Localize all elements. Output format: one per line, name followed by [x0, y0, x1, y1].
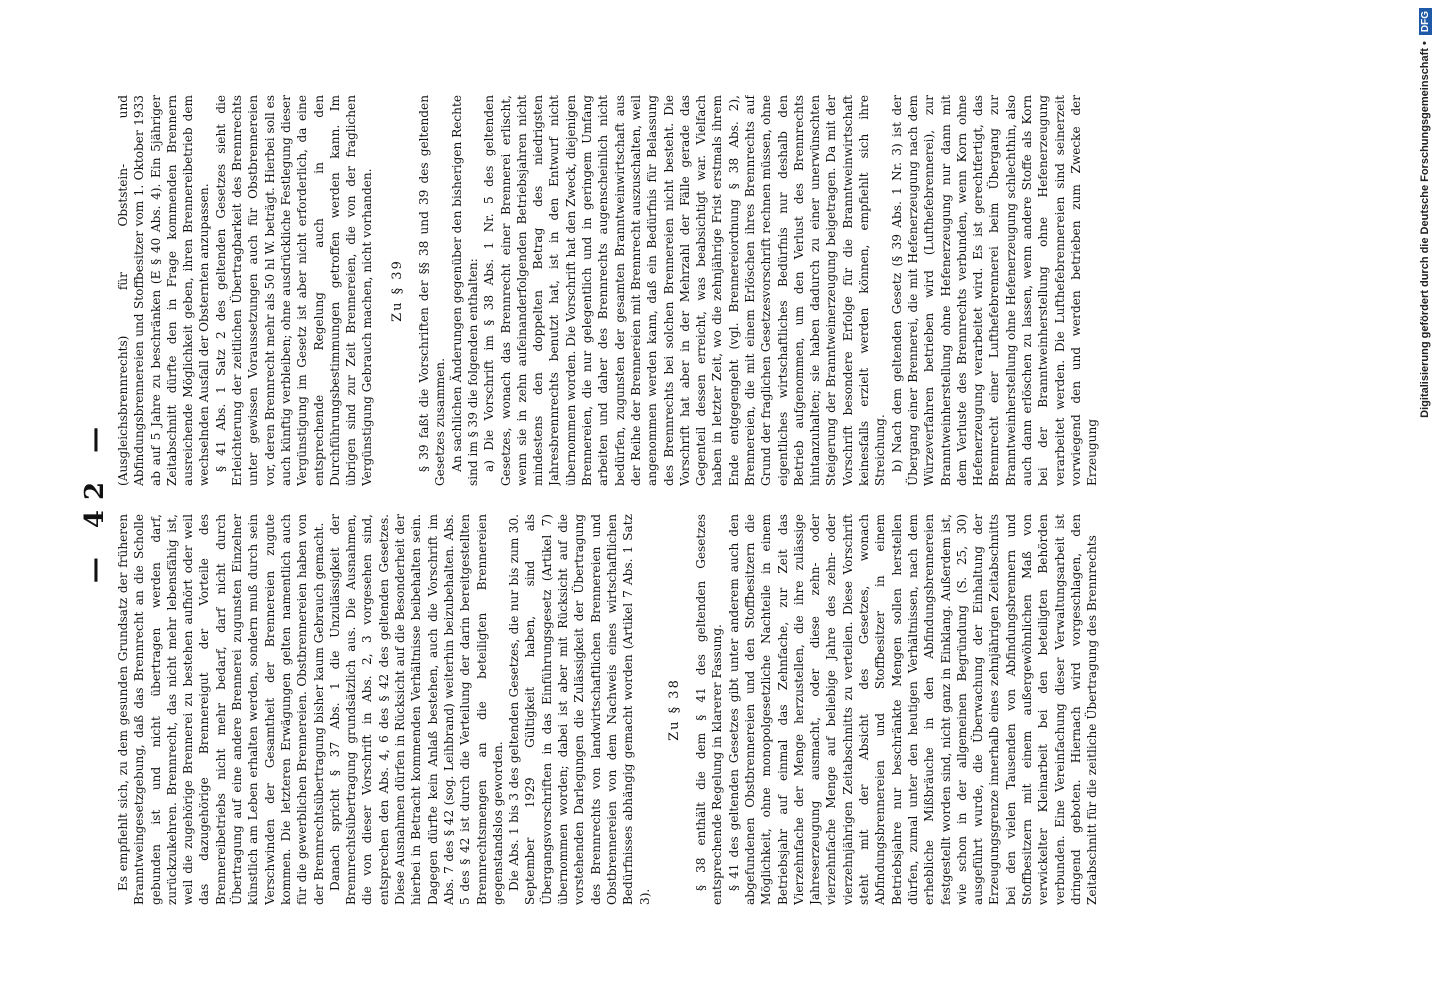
section-heading: Zu § 39 [389, 259, 405, 322]
paragraph: § 39 faßt die Vorschriften der §§ 38 und 39 des geltenden Gesetzes zusammen. [417, 95, 448, 486]
paragraph: § 38 enthält die dem § 41 des geltenden Gesetzes entsprechende Regelung in klarerer Fassung. [694, 514, 725, 905]
text-columns [115, 95, 1305, 905]
paragraph: Die Abs. 1 bis 3 des geltenden Gesetzes, die nur bis zum 30. September 1929 Gültigkeit haben, sind als Übergangsvorschriften in das Einführungsgesetz (Artikel 7) übernommen worden; dabei ist aber mit Rücksicht auf die vorstehenden Darlegungen die Zulässigkeit der Übertragung des Brennrechts von landwirtschaftlichen Brennereien und Obstbrennereien von dem Nachweis eines wirtschaftlichen Bedürfnisses abhängig gemacht worden (Artikel 7 Abs. 1 Satz 3). [507, 514, 652, 905]
paragraph: (Ausgleichsbrennrechts) für Obststein- und Abfindungsbrennereien und Stoffbesitzer vom 1. Oktober 1933 ab auf 5 Jahre zu beschränken (E § 40 Abs. 4). Ein 5jähriger Zeitabschnitt dürfte den in Frage kommenden Brennern ausreichende Möglichkeit geben, ihren Brennereibetrieb dem wechselnden Ausfall der Obsternten anzupassen. [116, 95, 212, 486]
paragraph: Danach spricht § 37 Abs. 1 die Unzulässigkeit der Brennrechtsübertragung grundsätzlich aus. Die Ausnahmen, die von dieser Vorschrift in Abs. 2, 3 vorgesehen sind, entsprechen den Abs. 4, 6 des § 42 des geltenden Gesetzes. Diese Ausnahmen dürfen in Rücksicht auf die Besonderheit der hierbei in Betracht kommenden Verhältnisse beibehalten sein. Dagegen dürfte kein Anlaß bestehen, auch die Vorschrift im Abs. 7 des § 42 (sog. Leihbrand) weiterhin beizubehalten. Abs. 5 des § 42 ist durch die Verteilung der darin bereitgestellten Brennrechtsmengen an die beteiligten Brennereien gegenstandslos geworden. [327, 514, 505, 905]
paragraph: An sachlichen Änderungen gegenüber den bisherigen Rechte sind im § 39 die folgenden enthalten: [449, 95, 480, 486]
paragraph: § 41 des geltenden Gesetzes gibt unter anderem auch den abgefundenen Obstbrennereien und den Stoffbesitzern die Möglichkeit, ohne monopolgesetzliche Nachteile in einem Betriebsjahr auf einmal das Zehnfache, zur Zeit das Vierzehnfache der Menge herzustellen, die ihre zulässige Jahreserzeugung ausmacht, oder diese zehn- oder vierzehnfache Menge auf beliebige Jahre des zehn- oder vierzehnjährigen Zeitabschnitts zu verteilen. Diese Vorschrift steht mit der Absicht des Gesetzes, wonach Abfindungsbrennereien und Stoffbesitzer in einem Betriebsjahre nur beschränkte Mengen sollen herstellen dürfen, zumal unter den heutigen Verhältnissen, nach dem erhebliche Mißbräuche in den Abfindungsbrennereien festgestellt worden sind, nicht ganz in Einklang. Außerdem ist, wie schon in der allgemeinen Begründung (S. 25, 30) ausgeführt wurde, die Überwachung der Einhaltung der Erzeugungsgrenze innerhalb eines zehnjährigen Zeitabschnitts bei den vielen Tausenden von Abfindungsbrennern und Stoffbesitzern mit einem außergewöhnlichen Maß von verwickelter Kleinarbeit bei den beteiligten Behörden verbunden. Eine Vereinfachung dieser Verwaltungsarbeit ist dringend geboten. Hiernach wird vorgeschlagen, den Zeitabschnitt für die zeitliche Übertragung des Brennrechts [726, 514, 1100, 905]
paragraph: b) Nach dem geltenden Gesetz (§ 39 Abs. 1 Nr. 3) ist der Übergang einer Brennerei, die mit Hefenerzeugung nach dem Würzeverfahren betrieben wird (Lufthefebrennerei), zur Branntweinherstellung ohne Hefenerzeugung nur dann mit dem Verluste des Brennrechts verbunden, wenn Korn ohne Hefenerzeugung verarbeitet wird. Es ist gerechtfertigt, das Brennrecht einer Lufthefebrennerei beim Übergang zur Branntweinherstellung ohne Hefenerzeugung schlechthin, also auch dann erlöschen zu lassen, wenn andere Stoffe als Korn bei der Branntweinherstellung ohne Hefenerzeugung verarbeitet werden. Die Lufthefebrennereien sind seinerzeit vorwiegend den und werden betrieben zum Zwecke der Erzeugung [889, 95, 1100, 486]
paragraph: Es empfiehlt sich, zu dem gesunden Grundsatz der früheren Branntweingesetzgebung, daß das Brennrecht an die Scholle gebunden ist und nicht übertragen werden darf, zurückzukehren. Brennrecht, das nicht mehr lebensfähig ist, weil die zugehörige Brennerei zu bestehen aufhört oder weil das dazugehörige Brennereigut der Vorteile des Brennereibetriebs nicht mehr bedarf, darf nicht durch Übertragung auf eine andere Brennerei zugunsten Einzelner künstlich am Leben erhalten werden, sondern muß durch sein Verschwinden der Gesamtheit der Brennereien zugute kommen. Die letzteren Erwägungen gelten namentlich auch für die gewerblichen Brennereien. Obstbrennereien haben von der Brennrechtsübertragung bisher kaum Gebrauch gemacht. [116, 514, 326, 905]
page-number: — 42 — [80, 416, 110, 584]
digitization-note-text: Digitalisierung gefördert durch die Deutsche Forschungsgemeinschaft • [1419, 41, 1431, 418]
digitization-note [1406, 0, 1432, 1000]
dfg-logo: DFG [1419, 8, 1432, 35]
section-heading: Zu § 38 [666, 678, 682, 741]
paragraph: § 41 Abs. 1 Satz 2 des geltenden Gesetzes sieht die Erleichterung der zeitlichen Übertragbarkeit des Brennrechts unter gewissen Voraussetzungen auch für Obstbrennereien vor, deren Brennrecht mehr als 50 hl W. beträgt. Hierbei soll es auch künftig verbleiben; ohne ausdrückliche Festlegung dieser Vergünstigung im Gesetz ist aber nicht erforderlich, da eine entsprechende Regelung auch in den Durchführungsbestimmungen getroffen werden kann. Im übrigen sind zur Zeit Brennereien, die von der fraglichen Vergünstigung Gebrauch machen, nicht vorhanden. [213, 95, 375, 486]
paragraph: a) Die Vorschrift im § 38 Abs. 1 Nr. 5 des geltenden Gesetzes, wonach das Brennrecht einer Brennerei erlischt, wenn sie in zehn aufeinanderfolgenden Betriebsjahren nicht mindestens den doppelten Betrag des niedrigsten Jahresbrennrechts benutzt hat, ist in den Entwurf nicht übernommen worden. Die Vorschrift hat den Zweck, diejenigen Brennereien, die nur gelegentlich und in geringem Umfang arbeiten und daher des Brennrechts augenscheinlich nicht bedürfen, zugunsten der gesamten Branntweinwirtschaft aus der Reihe der Brennereien mit Brennrecht auszuschalten, weil angenommen werden kann, daß ein Bedürfnis für Belassung des Brennrechts bei solchen Brennereien nicht besteht. Die Vorschrift hat aber in der Mehrzahl der Fälle gerade das Gegenteil dessen erreicht, was beabsichtigt war. Vielfach haben in letzter Zeit, wo die zehnjährige Frist erstmals ihrem Ende entgegengeht (vgl. Brennereiordnung § 38 Abs. 2), Brennereien, die mit einem Erlöschen ihres Brennrechts auf Grund der fraglichen Gesetzesvorschrift rechnen müssen, ohne eigentliches wirtschaftliches Bedürfnis nur deshalb den Betrieb aufgenommen, um den Verlust des Brennrechts hintanzuhalten; sie haben dadurch zu einer unerwünschten Steigerung der Branntweinerzeugung beigetragen. Da mit der Vorschrift besondere Erfolge für die Branntweinwirtschaft keinesfalls erzielt werden können, empfiehlt sich ihre Streichung. [482, 95, 888, 486]
column-right [115, 95, 1305, 486]
column-left [115, 514, 1305, 905]
